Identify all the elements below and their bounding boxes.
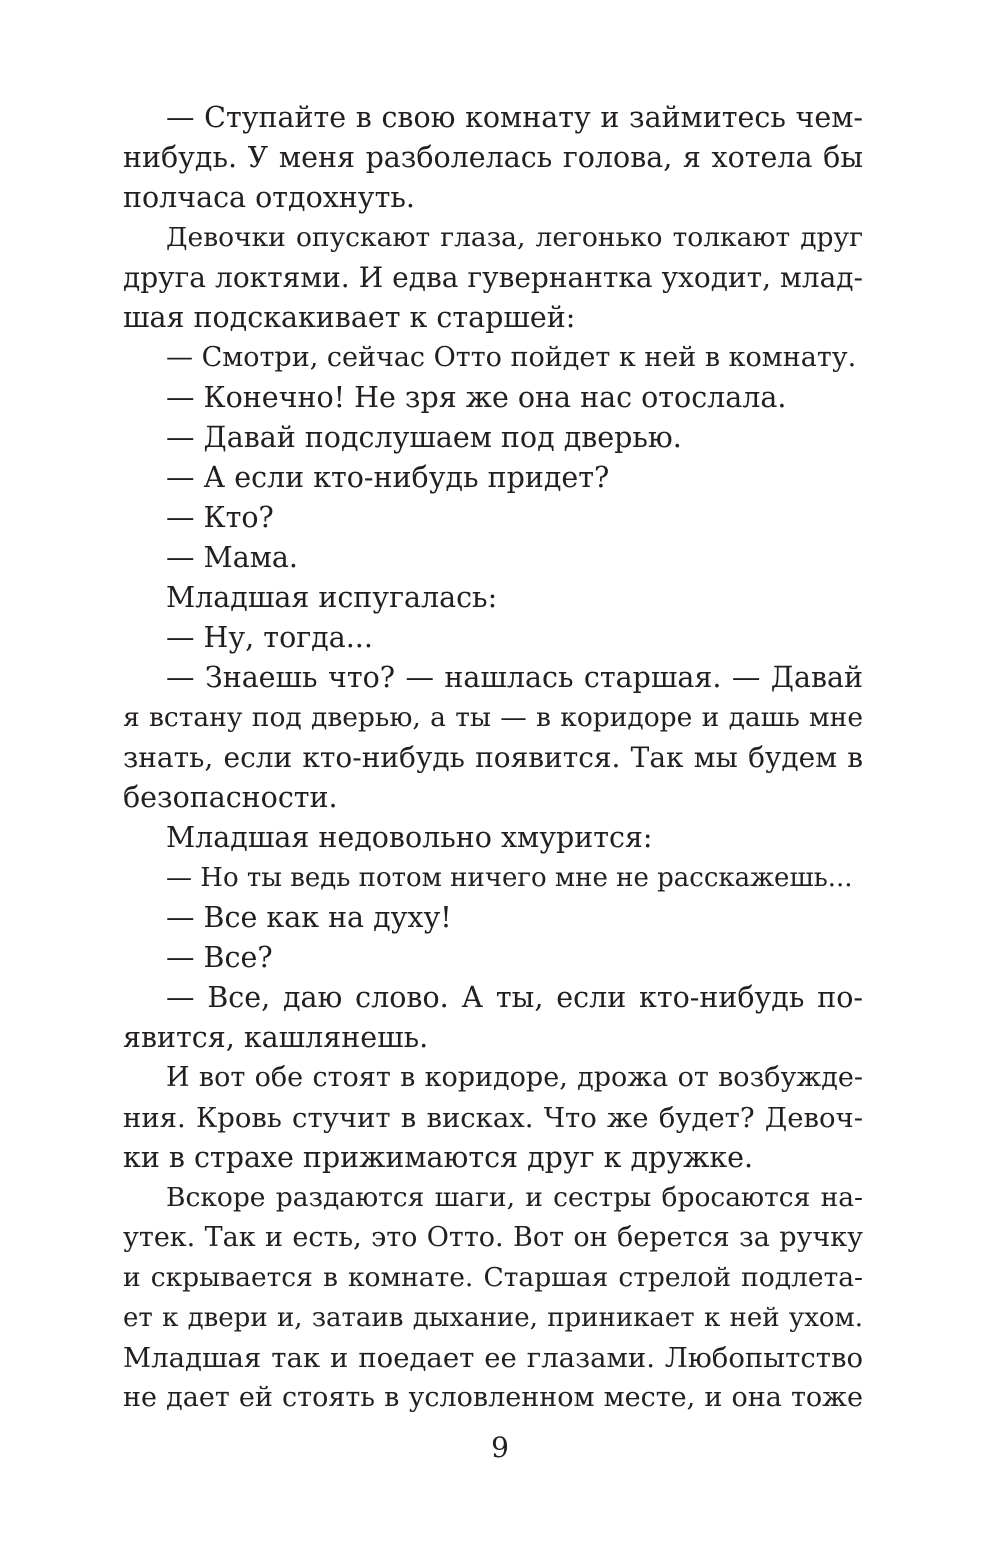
text-line: — Мама. bbox=[166, 541, 298, 574]
text-line: и скрывается в комнате. Старшая стрелой подлета- bbox=[123, 1262, 863, 1293]
text-line: Вскоре раздаются шаги, и сестры бросаются на- bbox=[166, 1182, 863, 1213]
text-line: шая подскакивает к старшей: bbox=[123, 301, 576, 334]
text-line: я встану под дверью, а ты — в коридоре и дашь мне bbox=[123, 702, 863, 733]
text-line: ки в страхе прижимаются друг к дружке. bbox=[123, 1141, 754, 1174]
text-line: Младшая так и поедает ее глазами. Любопытство bbox=[123, 1342, 863, 1374]
text-line: — Но ты ведь потом ничего мне не расскажешь... bbox=[166, 863, 853, 893]
text-line: утек. Так и есть, это Отто. Вот он берется за ручку bbox=[123, 1222, 863, 1253]
text-line: нибудь. У меня разболелась голова, я хотела бы bbox=[123, 141, 863, 174]
text-line: Младшая испугалась: bbox=[166, 581, 498, 614]
text-line: ния. Кровь стучит в висках. Что же будет? Девоч- bbox=[123, 1102, 863, 1134]
text-line: — Ну, тогда... bbox=[166, 621, 373, 654]
text-line: Девочки опускают глаза, легонько толкают друг bbox=[166, 222, 863, 253]
text-line: — А если кто-нибудь придет? bbox=[166, 461, 610, 494]
page-text bbox=[123, 98, 863, 1418]
text-line: полчаса отдохнуть. bbox=[123, 181, 415, 214]
text-line: — Все? bbox=[166, 941, 273, 974]
text-line: друга локтями. И едва гувернантка уходит, млад- bbox=[123, 261, 863, 294]
text-line: не дает ей стоять в условленном месте, и она тоже bbox=[123, 1382, 863, 1413]
text-line: — Конечно! Не зря же она нас отослала. bbox=[166, 381, 787, 414]
text-line: — Кто? bbox=[166, 501, 274, 534]
page-number: 9 bbox=[491, 1431, 509, 1464]
text-line: — Знаешь что? — нашлась старшая. — Давай bbox=[166, 661, 863, 694]
text-line: — Все как на духу! bbox=[166, 901, 452, 934]
text-line: явится, кашлянешь. bbox=[123, 1021, 429, 1054]
text-line: И вот обе стоят в коридоре, дрожа от возбужде- bbox=[166, 1062, 863, 1093]
text-line: — Смотри, сейчас Отто пойдет к ней в комнату. bbox=[166, 342, 857, 373]
text-line: — Давай подслушаем под дверью. bbox=[166, 421, 682, 454]
text-line: знать, если кто-нибудь появится. Так мы будем в bbox=[123, 741, 863, 774]
text-line: ет к двери и, затаив дыхание, приникает к ней ухом. bbox=[123, 1303, 863, 1333]
text-line: безопасности. bbox=[123, 781, 338, 814]
text-line: Младшая недовольно хмурится: bbox=[166, 821, 653, 854]
text-line: — Ступайте в свою комнату и займитесь чем- bbox=[166, 101, 863, 134]
text-line: — Все, даю слово. А ты, если кто-нибудь по- bbox=[166, 981, 863, 1014]
